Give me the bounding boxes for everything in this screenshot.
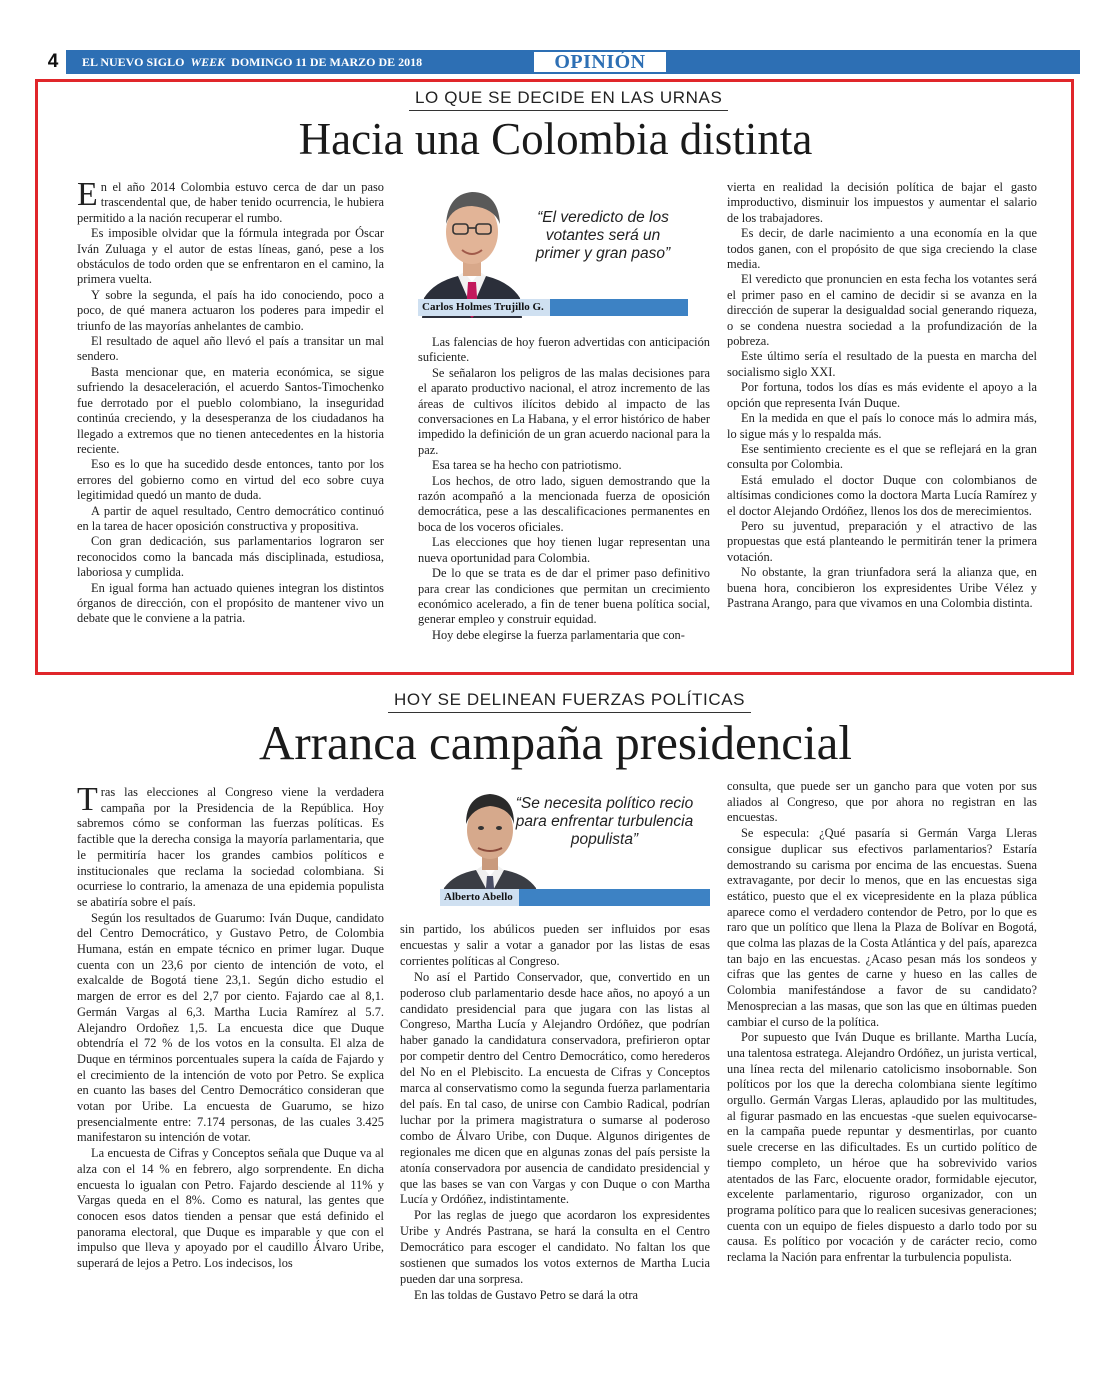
masthead-week: WEEK [190,55,226,69]
drop-cap: T [77,781,98,818]
paragraph: Es decir, de darle nacimiento a una economía en la que todos ganen, con el propósito de que siga creciendo la clase media. [727,226,1037,272]
paragraph: De lo que se trata es de dar el primer paso definitivo para crear las condiciones que permitan un crecimiento económico acelerado, a fin de tener buena política social, generar empleo y construir equidad. [418,566,710,627]
paragraph: Por supuesto que Iván Duque es brillante. Martha Lucía, una talentosa estratega. Alejandro Ordóñez, un jurista vertical, una línea recta del milenario catolicismo insobornable. Son políticos por los que la derecha colombiana siente legítimo orgullo. Germán Vargas Lleras, aplaudido por las multitudes, al figurar pasmado en las encuestas -que suelen equivocarse- en la campaña puede repuntar y desmentirlas, por cuanto suele crecerse en las dificultades. Es un curtido político de tiempo completo, un héroe que ha sobrevivido varios atentados de las Farc, elocuente orador, formidable ejecutor, excelente parlamentario, riguroso organizador, con un programa político para que lo realicen sucesivas generaciones; cuenta con un equipo de fieles dispuesto a darlo todo por su causa. Es político por vocación y de carácter recio, como reclama la Nación para enfrentar la turbulencia populista. [727,1030,1037,1265]
drop-cap: E [77,176,98,213]
article-2-column-3 [727,779,1037,1266]
paragraph: Por las reglas de juego que acordaron los expresidentes Uribe y Andrés Pastrana, se hará la consulta en el Centro Democrático para escoger el candidato. No faltan los que sostienen que sumados los votos externos de Martha Lucia pueden dar una sorpresa. [400,1208,710,1286]
pull-quote: “Se necesita político recio para enfrentar turbulencia populista” [515,795,694,848]
paragraph: Ese sentimiento creciente es el que se reflejará en la gran consulta por Colombia. [727,441,1037,472]
page-number: 4 [40,50,66,74]
paragraph: En el año 2014 Colombia estuvo cerca de dar un paso trascendental que, de haber tenido ocurrencia, le hubiera permitido a la nación recuperar el rumbo. [77,176,384,225]
author-name: Carlos Holmes Trujillo G. [418,299,550,316]
masthead [82,50,422,74]
paragraph: El veredicto que pronuncien en esta fecha los votantes será el primer paso en el camino de decidir si se avanza en la dirección de superar la desigualdad social generando riqueza, o se condena nuestra sociedad a la profundización de la pobreza. [727,272,1037,349]
paragraph: A partir de aquel resultado, Centro democrático continuó en la tarea de hacer oposición constructiva y propositiva. [77,503,384,533]
paragraph: Según los resultados de Guarumo: Iván Duque, candidato del Centro Democrático, y Gustavo Petro, de Colombia Humana, están en empate técnico en primer lugar. Duque cuenta con un 23,6 por ciento de intención de voto, el exalcalde de Bogotá tiene 23,1. Según dicho estudio el margen de error es del 2,7 por ciento. Fajardo cae al 8,1. Germán Vargas al 6,3. Martha Lucia Ramírez al 5.7. Alejandro Ordoñez 1,5. La encuesta dice que Duque obtendría el 72 % de los votos en la consulta. El alza de Duque en términos porcentuales supera la caída de Fajardo y el crecimiento de la intención de voto por Petro. Se explica en cuanto las bases del Centro Democrático consideran que votan por Uribe. La encuesta de Guarumo, se hizo presencialmente entre: 7.174 personas, de las cuales 3.425 manifestaron su intención de votar. [77,910,384,1145]
section-label: OPINIÓN [534,52,666,72]
paragraph: En igual forma han actuado quienes integran los distintos órganos de dirección, con el propósito de mantener vivo un debate que le conviene a la patria. [77,580,384,626]
article-2-column-2 [400,922,710,1304]
paragraph: Se especula: ¿Qué pasaría si Germán Varga Lleras consigue duplicar sus efectivos parlamentarios? Estaría demostrando su carisma por encima de las encuestas. Suena extravagante, por decir lo menos, que en las encuestas siga estático, puesto que el ex vicepresidente en la plaza pública aparece como el verdadero contendor de Petro, por lo que es raro que un político que llena la Plaza de Bolívar en Bogotá, que colma las plazas de la Costa Atlántica y del país, aparezca tan bajo en las encuestas. ¿Acaso pesan más los sondeos y cifras que las gentes de carne y hueso en las calles de Colombia manifestándose a favor de su candidato? Menosprecian a las masas, que son las que en últimas pueden cambiar el curso de la política. [727,826,1037,1029]
paragraph: Se señalaron los peligros de las malas decisiones para el aparato productivo nacional, el atroz incremento de las áreas de cultivos ilícitos debido al impacto de las conversaciones en La Habana, y el error histórico de haber impedido la definición de un gran acuerdo nacional para la paz. [418,365,710,457]
article-2-kicker: HOY SE DELINEAN FUERZAS POLÍTICAS [388,690,751,713]
paragraph: Y sobre la segunda, el país ha ido conociendo, poco a poco, de qué manera actuaron los poderes para impedir el triunfo de las mayorías anhelantes de cambio. [77,287,384,333]
masthead-title: EL NUEVO SIGLO [82,55,185,69]
author-caption-bar [418,299,688,316]
paragraph: Por fortuna, todos los días es más evidente el apoyo a la opción que representa Iván Duque. [727,380,1037,410]
paragraph: Eso es lo que ha sucedido desde entonces, tanto por los errores del gobierno como en virtud del eco sobre cuya legitimidad quedó un manto de duda. [77,457,384,503]
paragraph: Hoy debe elegirse la fuerza parlamentaria que con- [432,627,685,642]
article-1-column-1 [77,176,384,627]
paragraph: Pero su juventud, preparación y el atractivo de las propuestas que está planteando le permitirán tener la primera votación. [727,518,1037,564]
paragraph: Basta mencionar que, en materia económica, se sigue sufriendo la desaceleración, el acuerdo Santos-Timochenko fue derrotado por el pueblo colombiano, la inseguridad continúa creciendo, y la desesperanza de los ciudadanos ha llegado a extremos que no tienen antecedentes en la historia reciente. [77,364,384,456]
portrait-image [418,178,526,318]
author-photo [418,178,526,318]
paragraph: Tras las elecciones al Congreso viene la verdadera campaña por la Presidencia de la República. Hoy sabremos cómo se conforman las fuerzas políticas. Es factible que la derecha consiga la mayoría parlamentaria, que le permitiría hacer los grandes cambios políticos e institucionales que reclama la sociedad colombiana. Si ocurriese lo contrario, la amenaza de una epidemia populista se abatiría sobre el país. [77,781,384,909]
paragraph: Es imposible olvidar que la fórmula integrada por Óscar Iván Zuluaga y el autor de estas líneas, ganó, pese a los obstáculos de todo orden que se enfrentaron en el camino, la primera vuelta. [77,226,384,287]
paragraph: consulta, que puede ser un gancho para que voten por sus aliados al Congreso, que por ahora no registran en las encuestas. [727,779,1037,825]
paragraph: vierta en realidad la decisión política de bajar el gasto improductivo, disminuir los impuestos y aumentar el salario de los trabajadores. [727,180,1037,225]
paragraph: Las elecciones que hoy tienen lugar representan una nueva oportunidad para Colombia. [418,535,710,565]
paragraph: El resultado de aquel año llevó el país a transitar un mal sendero. [77,334,384,364]
paragraph: Este último sería el resultado de la puesta en marcha del socialismo siglo XXI. [727,349,1037,379]
author-caption-bar [440,889,710,906]
paragraph: Esa tarea se ha hecho con patriotismo. [432,458,622,473]
article-2-column-1 [77,781,384,1272]
paragraph: Las falencias de hoy fueron advertidas con anticipación suficiente. [418,335,710,365]
paragraph: No obstante, la gran triunfadora será la alianza que, en buena hora, concibieron los expresidentes Uribe Vélez y Pastrana Arango, para que vivamos en una Colombia distinta. [727,565,1037,610]
paragraph: La encuesta de Cifras y Conceptos señala que Duque va al alza con el 14 % en febrero, algo sorprendente. En dicha encuesta lo igualan con Petro. Fajardo desciende al 11% y Vargas queda en el 8%. Como es natural, las gentes que conocen esos datos tienden a pensar que está definido el panorama electoral, que Duque es imparable y que con el impulso que lleva y apoyado por el caudillo Álvaro Uribe, superará de lejos a Petro. Los indecisos, los [77,1146,384,1271]
article-1-column-2 [418,335,710,643]
author-name: Alberto Abello [440,889,519,906]
paragraph: No así el Partido Conservador, que, convertido en un poderoso club parlamentario desde hace años, no apoyó a un candidato presidencial para que jugara con las listas al Congreso, Martha Lucía y Alejandro Ordóñez, que podrían haber ganado la candidatura conservadora, prefirieron optar por competir dentro del Centro Democrático, como herederos del No en el Plebiscito. La encuesta de Cifras y Conceptos marca al conservatismo como la segunda fuerza parlamentaria del país. En tal caso, de unirse con Cambio Radical, podrían luchar por la primera magistratura o sumarse al poderoso combo de Álvaro Uribe, con Duque. Algunos dirigentes de regionales me dicen que en algunas zonas del país persiste la atonía conservadora por ausencia de candidato presidencial y que las bases se van con Vargas y con Duque o con Martha Lucía y Ordóñez, indistintamente. [400,969,710,1207]
article-1-column-3 [727,180,1037,611]
article-2-headline: Arranca campaña presidencial [258,715,853,770]
paragraph: Con gran dedicación, sus parlamentarios lograron ser reconocidos como la bancada más disciplinada, estudiosa, laboriosa y cumplida. [77,534,384,580]
masthead-date: DOMINGO 11 DE MARZO DE 2018 [231,55,423,69]
paragraph: Los hechos, de otro lado, siguen demostrando que la razón acompañó a la mencionada fuerza de oposición democrática, pese a las descalificaciones permanentes en boca de los voceros oficiales. [418,473,710,534]
article-1-kicker: LO QUE SE DECIDE EN LAS URNAS [409,88,728,111]
paragraph: Está emulado el doctor Duque con colombianos de altísimas condiciones como la doctora Marta Lucía Ramírez y el doctor Alejando Ordóñez, llenos los dos de merecimientos. [727,472,1037,518]
paragraph: En las toldas de Gustavo Petro se dará la otra [414,1287,638,1302]
pull-quote: “El veredicto de los votantes será un primer y gran paso” [535,209,671,262]
paragraph: En la medida en que el país lo conoce más lo admira más, lo sigue más y lo respalda más. [727,411,1037,441]
article-1-headline: Hacia una Colombia distinta [298,114,813,164]
page-header [40,50,1080,74]
paragraph: sin partido, los abúlicos pueden ser influidos por esas encuestas y salir a votar a ganador por las listas de esas corrientes políticas al Congreso. [400,922,710,968]
